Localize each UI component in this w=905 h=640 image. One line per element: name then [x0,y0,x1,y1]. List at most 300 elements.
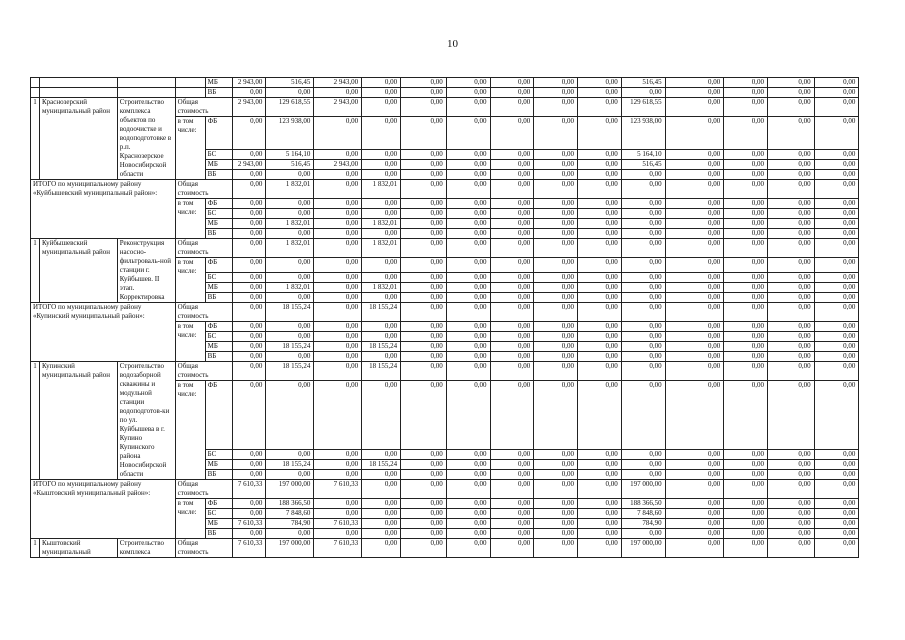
value-cell: 0,00 [401,332,447,342]
value-cell: 0,00 [724,180,768,199]
value-cell: 0,00 [233,460,266,470]
value-cell: 0,00 [401,342,447,352]
value-cell: 1 832,01 [266,283,314,293]
value-cell: 0,00 [233,332,266,342]
value-cell: 0,00 [767,180,814,199]
value-cell: 0,00 [767,303,814,322]
value-cell: 0,00 [577,209,621,219]
value-cell: 0,00 [577,117,621,150]
value-cell: 2 943,00 [314,98,362,117]
value-cell: 2 943,00 [233,98,266,117]
value-cell: 0,00 [724,342,768,352]
value-cell: 0,00 [490,460,534,470]
value-cell: 0,00 [490,381,534,450]
value-cell: 0,00 [724,160,768,170]
value-cell: 516,45 [621,78,665,88]
value-cell: 0,00 [534,332,578,342]
value-cell: 0,00 [490,229,534,239]
value-cell: 0,00 [665,499,724,509]
value-cell: 0,00 [490,239,534,258]
value-cell: 0,00 [577,283,621,293]
value-cell: 0,00 [446,219,490,229]
row-number: 1 [31,239,40,303]
value-cell: 0,00 [767,322,814,332]
value-cell: 0,00 [814,88,859,98]
value-cell: 0,00 [577,170,621,180]
value-cell: 0,00 [534,539,578,558]
value-cell: 0,00 [446,529,490,539]
value-cell: 0,00 [446,519,490,529]
total-label: ИТОГО по муниципальному району «Купинский муниципальный район»: [31,303,176,362]
value-cell: 0,00 [446,117,490,150]
value-cell: 0,00 [490,352,534,362]
value-cell: 0,00 [577,88,621,98]
value-cell: 0,00 [446,342,490,352]
value-cell: 0,00 [490,170,534,180]
value-cell: 0,00 [233,509,266,519]
value-cell: 0,00 [577,98,621,117]
value-cell: 0,00 [665,150,724,160]
value-cell: 0,00 [314,180,362,199]
value-cell: 7 610,33 [314,480,362,499]
value-cell: 0,00 [814,209,859,219]
value-cell: 0,00 [767,342,814,352]
value-cell: 0,00 [362,229,401,239]
value-cell: 0,00 [577,229,621,239]
project-name: Реконструкция насосно-фильтроваль-ной станции г. Куйбышев. II этап. Корректировка [117,239,175,303]
value-cell: 0,00 [490,529,534,539]
value-cell: 0,00 [724,273,768,283]
value-cell: 0,00 [724,219,768,229]
value-cell: 0,00 [401,450,447,460]
value-cell: 0,00 [490,258,534,273]
value-cell: 0,00 [233,229,266,239]
source-cell: БС [205,509,233,519]
total-row [31,180,905,199]
value-cell: 0,00 [490,160,534,170]
value-cell: 0,00 [814,381,859,450]
value-cell: 0,00 [233,219,266,229]
total-row [31,480,905,499]
source-cell: ФБ [205,499,233,509]
empty-cell [39,78,117,88]
value-cell: 0,00 [621,199,665,209]
value-cell: 0,00 [490,180,534,199]
value-cell: 0,00 [814,293,859,303]
value-cell: 0,00 [767,460,814,470]
value-cell: 0,00 [401,470,447,480]
value-cell: 0,00 [621,219,665,229]
value-cell: 0,00 [767,293,814,303]
source-cell: ВБ [205,88,233,98]
table-row [31,78,905,88]
value-cell: 0,00 [724,199,768,209]
value-cell: 0,00 [767,150,814,160]
value-cell: 0,00 [233,342,266,352]
value-cell: 0,00 [446,258,490,273]
value-cell: 0,00 [665,239,724,258]
value-cell: 0,00 [621,88,665,98]
value-cell: 0,00 [362,209,401,219]
value-cell: 0,00 [233,170,266,180]
value-cell: 0,00 [665,273,724,283]
value-cell: 0,00 [401,529,447,539]
value-cell: 0,00 [665,362,724,381]
value-cell: 0,00 [446,88,490,98]
value-cell: 0,00 [665,509,724,519]
value-cell: 0,00 [724,258,768,273]
value-cell: 0,00 [724,509,768,519]
value-cell: 0,00 [665,539,724,558]
value-cell: 0,00 [314,352,362,362]
value-cell: 0,00 [767,480,814,499]
municipality-name: Куйбышевский муниципальный район [39,239,117,303]
value-cell: 0,00 [490,303,534,322]
total-label: ИТОГО по муниципальному району «Кыштовский муниципальный район»: [31,480,176,539]
value-cell: 0,00 [724,78,768,88]
value-cell: 0,00 [621,342,665,352]
empty-cell [117,88,175,98]
source-cell: ВБ [205,529,233,539]
source-cell: МБ [205,219,233,229]
value-cell: 2 943,00 [314,78,362,88]
value-cell: 18 155,24 [362,303,401,322]
value-cell: 0,00 [577,460,621,470]
value-cell: 1 832,01 [266,180,314,199]
value-cell: 0,00 [534,362,578,381]
value-cell: 0,00 [577,450,621,460]
value-cell: 0,00 [814,499,859,509]
value-cell: 18 155,24 [266,303,314,322]
budget-table [30,77,905,558]
value-cell: 0,00 [767,117,814,150]
value-cell: 0,00 [233,293,266,303]
value-cell: 0,00 [577,470,621,480]
value-cell: 0,00 [534,460,578,470]
value-cell: 0,00 [814,117,859,150]
value-cell: 0,00 [446,98,490,117]
value-cell: 0,00 [577,303,621,322]
value-cell: 0,00 [724,117,768,150]
value-cell: 0,00 [724,519,768,529]
source-cell: МБ [205,160,233,170]
project-name: Строительство комплекса объектов по водоочистке и водоподготовке в р.п. Краснозерское Новосибирской области [117,98,175,180]
value-cell: 0,00 [362,170,401,180]
value-cell: 0,00 [724,529,768,539]
value-cell: 0,00 [577,539,621,558]
value-cell: 0,00 [577,219,621,229]
value-cell: 0,00 [233,450,266,460]
value-cell: 0,00 [490,332,534,342]
empty-cell [31,78,40,88]
value-cell: 0,00 [314,229,362,239]
value-cell: 0,00 [401,258,447,273]
value-cell: 0,00 [233,303,266,322]
value-cell: 0,00 [534,78,578,88]
value-cell: 0,00 [814,332,859,342]
value-cell: 0,00 [401,283,447,293]
value-cell: 188 366,50 [266,499,314,509]
source-cell: ВБ [205,352,233,362]
value-cell: 0,00 [446,450,490,460]
value-cell: 7 610,33 [233,480,266,499]
value-cell: 0,00 [490,322,534,332]
value-cell: 0,00 [814,199,859,209]
value-cell: 0,00 [266,529,314,539]
value-cell: 0,00 [724,209,768,219]
value-cell: 0,00 [314,303,362,322]
value-cell: 0,00 [534,88,578,98]
value-cell: 0,00 [534,499,578,509]
value-cell: 0,00 [362,322,401,332]
value-cell: 0,00 [534,117,578,150]
value-cell: 0,00 [767,470,814,480]
value-cell: 0,00 [767,98,814,117]
value-cell: 2 943,00 [233,78,266,88]
value-cell: 0,00 [233,283,266,293]
value-cell: 0,00 [490,519,534,529]
value-cell: 0,00 [814,342,859,352]
value-cell: 1 832,01 [266,219,314,229]
value-cell: 0,00 [577,239,621,258]
value-cell: 0,00 [362,332,401,342]
value-cell: 0,00 [314,219,362,229]
value-cell: 0,00 [490,88,534,98]
value-cell: 1 832,01 [362,219,401,229]
value-cell: 1 832,01 [362,180,401,199]
value-cell: 0,00 [490,480,534,499]
value-cell: 0,00 [534,219,578,229]
value-cell: 0,00 [266,273,314,283]
source-cell: БС [205,450,233,460]
value-cell: 0,00 [362,258,401,273]
value-cell: 0,00 [401,381,447,450]
value-cell: 0,00 [814,283,859,293]
value-cell: 0,00 [534,180,578,199]
value-cell: 0,00 [814,450,859,460]
total-cost-label: Общая стоимость [175,303,233,322]
value-cell: 0,00 [362,509,401,519]
value-cell: 0,00 [621,352,665,362]
value-cell: 0,00 [577,293,621,303]
value-cell: 0,00 [534,509,578,519]
value-cell: 0,00 [724,98,768,117]
value-cell: 0,00 [534,322,578,332]
value-cell: 0,00 [401,519,447,529]
value-cell: 0,00 [362,529,401,539]
value-cell: 0,00 [266,381,314,450]
value-cell: 0,00 [814,160,859,170]
value-cell: 1 832,01 [362,283,401,293]
value-cell: 0,00 [665,332,724,342]
value-cell: 0,00 [724,499,768,509]
value-cell: 0,00 [767,529,814,539]
value-cell: 0,00 [490,539,534,558]
value-cell: 0,00 [490,450,534,460]
value-cell: 18 155,24 [266,342,314,352]
value-cell: 0,00 [665,529,724,539]
source-cell: МБ [205,78,233,88]
value-cell: 0,00 [534,293,578,303]
total-cost-label: Общая стоимость [175,362,233,381]
value-cell: 0,00 [724,480,768,499]
value-cell: 0,00 [534,160,578,170]
value-cell: 0,00 [767,209,814,219]
value-cell: 516,45 [266,160,314,170]
row-number: 1 [31,539,40,558]
value-cell: 188 366,50 [621,499,665,509]
value-cell: 0,00 [724,470,768,480]
value-cell: 0,00 [446,283,490,293]
value-cell: 18 155,24 [362,362,401,381]
including-label: в том числе: [175,499,205,539]
value-cell: 0,00 [621,283,665,293]
value-cell: 0,00 [724,332,768,342]
value-cell: 0,00 [534,229,578,239]
value-cell: 0,00 [621,209,665,219]
value-cell: 0,00 [814,239,859,258]
source-cell: БС [205,209,233,219]
value-cell: 0,00 [314,293,362,303]
value-cell: 0,00 [724,170,768,180]
value-cell: 0,00 [362,450,401,460]
value-cell: 0,00 [577,362,621,381]
value-cell: 0,00 [314,499,362,509]
value-cell: 0,00 [314,283,362,293]
value-cell: 0,00 [490,509,534,519]
value-cell: 0,00 [490,117,534,150]
value-cell: 0,00 [362,199,401,209]
value-cell: 0,00 [490,98,534,117]
value-cell: 0,00 [233,150,266,160]
source-cell: ФБ [205,199,233,209]
value-cell: 0,00 [534,239,578,258]
value-cell: 0,00 [767,499,814,509]
total-cost-label: Общая стоимость [175,180,233,199]
value-cell: 0,00 [577,199,621,209]
value-cell: 0,00 [233,209,266,219]
value-cell: 0,00 [314,273,362,283]
value-cell: 0,00 [490,342,534,352]
value-cell: 0,00 [534,303,578,322]
value-cell: 0,00 [665,460,724,470]
value-cell: 0,00 [446,239,490,258]
value-cell: 0,00 [233,322,266,332]
value-cell: 0,00 [767,239,814,258]
value-cell: 0,00 [767,78,814,88]
value-cell: 0,00 [446,293,490,303]
value-cell: 0,00 [446,199,490,209]
value-cell: 0,00 [767,160,814,170]
value-cell: 0,00 [446,460,490,470]
value-cell: 0,00 [577,342,621,352]
value-cell: 0,00 [490,499,534,509]
value-cell: 0,00 [490,283,534,293]
value-cell: 0,00 [362,470,401,480]
value-cell: 0,00 [401,199,447,209]
value-cell: 0,00 [724,460,768,470]
value-cell: 0,00 [724,322,768,332]
value-cell: 0,00 [314,509,362,519]
source-cell: ВБ [205,229,233,239]
value-cell: 0,00 [266,332,314,342]
value-cell: 0,00 [534,352,578,362]
value-cell: 0,00 [814,229,859,239]
total-cost-label: Общая стоимость [175,480,233,499]
value-cell: 2 943,00 [314,160,362,170]
table-row [31,88,905,98]
value-cell: 0,00 [401,352,447,362]
value-cell: 784,90 [266,519,314,529]
value-cell: 0,00 [814,519,859,529]
value-cell: 784,90 [621,519,665,529]
source-cell: БС [205,150,233,160]
value-cell: 0,00 [401,78,447,88]
value-cell: 0,00 [534,342,578,352]
value-cell: 0,00 [401,509,447,519]
municipality-name: Купинский муниципальный район [39,362,117,480]
value-cell: 0,00 [767,199,814,209]
value-cell: 0,00 [314,117,362,150]
value-cell: 0,00 [665,180,724,199]
value-cell: 0,00 [401,499,447,509]
value-cell: 0,00 [490,470,534,480]
value-cell: 0,00 [577,258,621,273]
value-cell: 123 938,00 [266,117,314,150]
value-cell: 0,00 [401,219,447,229]
value-cell: 0,00 [814,480,859,499]
value-cell: 0,00 [621,293,665,303]
value-cell: 0,00 [577,352,621,362]
source-cell: ВБ [205,170,233,180]
value-cell: 0,00 [446,480,490,499]
value-cell: 0,00 [266,199,314,209]
value-cell: 0,00 [621,529,665,539]
value-cell: 0,00 [665,78,724,88]
value-cell: 0,00 [362,480,401,499]
value-cell: 0,00 [534,381,578,450]
municipality-name: Кыштовский муниципальный [39,539,117,558]
value-cell: 0,00 [401,117,447,150]
value-cell: 0,00 [314,381,362,450]
value-cell: 0,00 [665,342,724,352]
value-cell: 0,00 [724,283,768,293]
value-cell: 7 848,60 [266,509,314,519]
value-cell: 0,00 [490,209,534,219]
value-cell: 0,00 [621,460,665,470]
value-cell: 0,00 [314,450,362,460]
value-cell: 7 610,33 [314,519,362,529]
value-cell: 0,00 [724,381,768,450]
value-cell: 0,00 [266,258,314,273]
value-cell: 0,00 [266,209,314,219]
including-label: в том числе: [175,199,205,239]
value-cell: 0,00 [266,88,314,98]
value-cell: 0,00 [362,519,401,529]
source-cell: ФБ [205,322,233,332]
including-label: в том числе: [175,322,205,362]
value-cell: 0,00 [233,117,266,150]
value-cell: 0,00 [446,180,490,199]
value-cell: 0,00 [621,470,665,480]
value-cell: 0,00 [665,283,724,293]
value-cell: 0,00 [767,229,814,239]
value-cell: 0,00 [621,229,665,239]
value-cell: 0,00 [665,352,724,362]
value-cell: 0,00 [621,381,665,450]
value-cell: 129 618,55 [621,98,665,117]
value-cell: 0,00 [446,160,490,170]
